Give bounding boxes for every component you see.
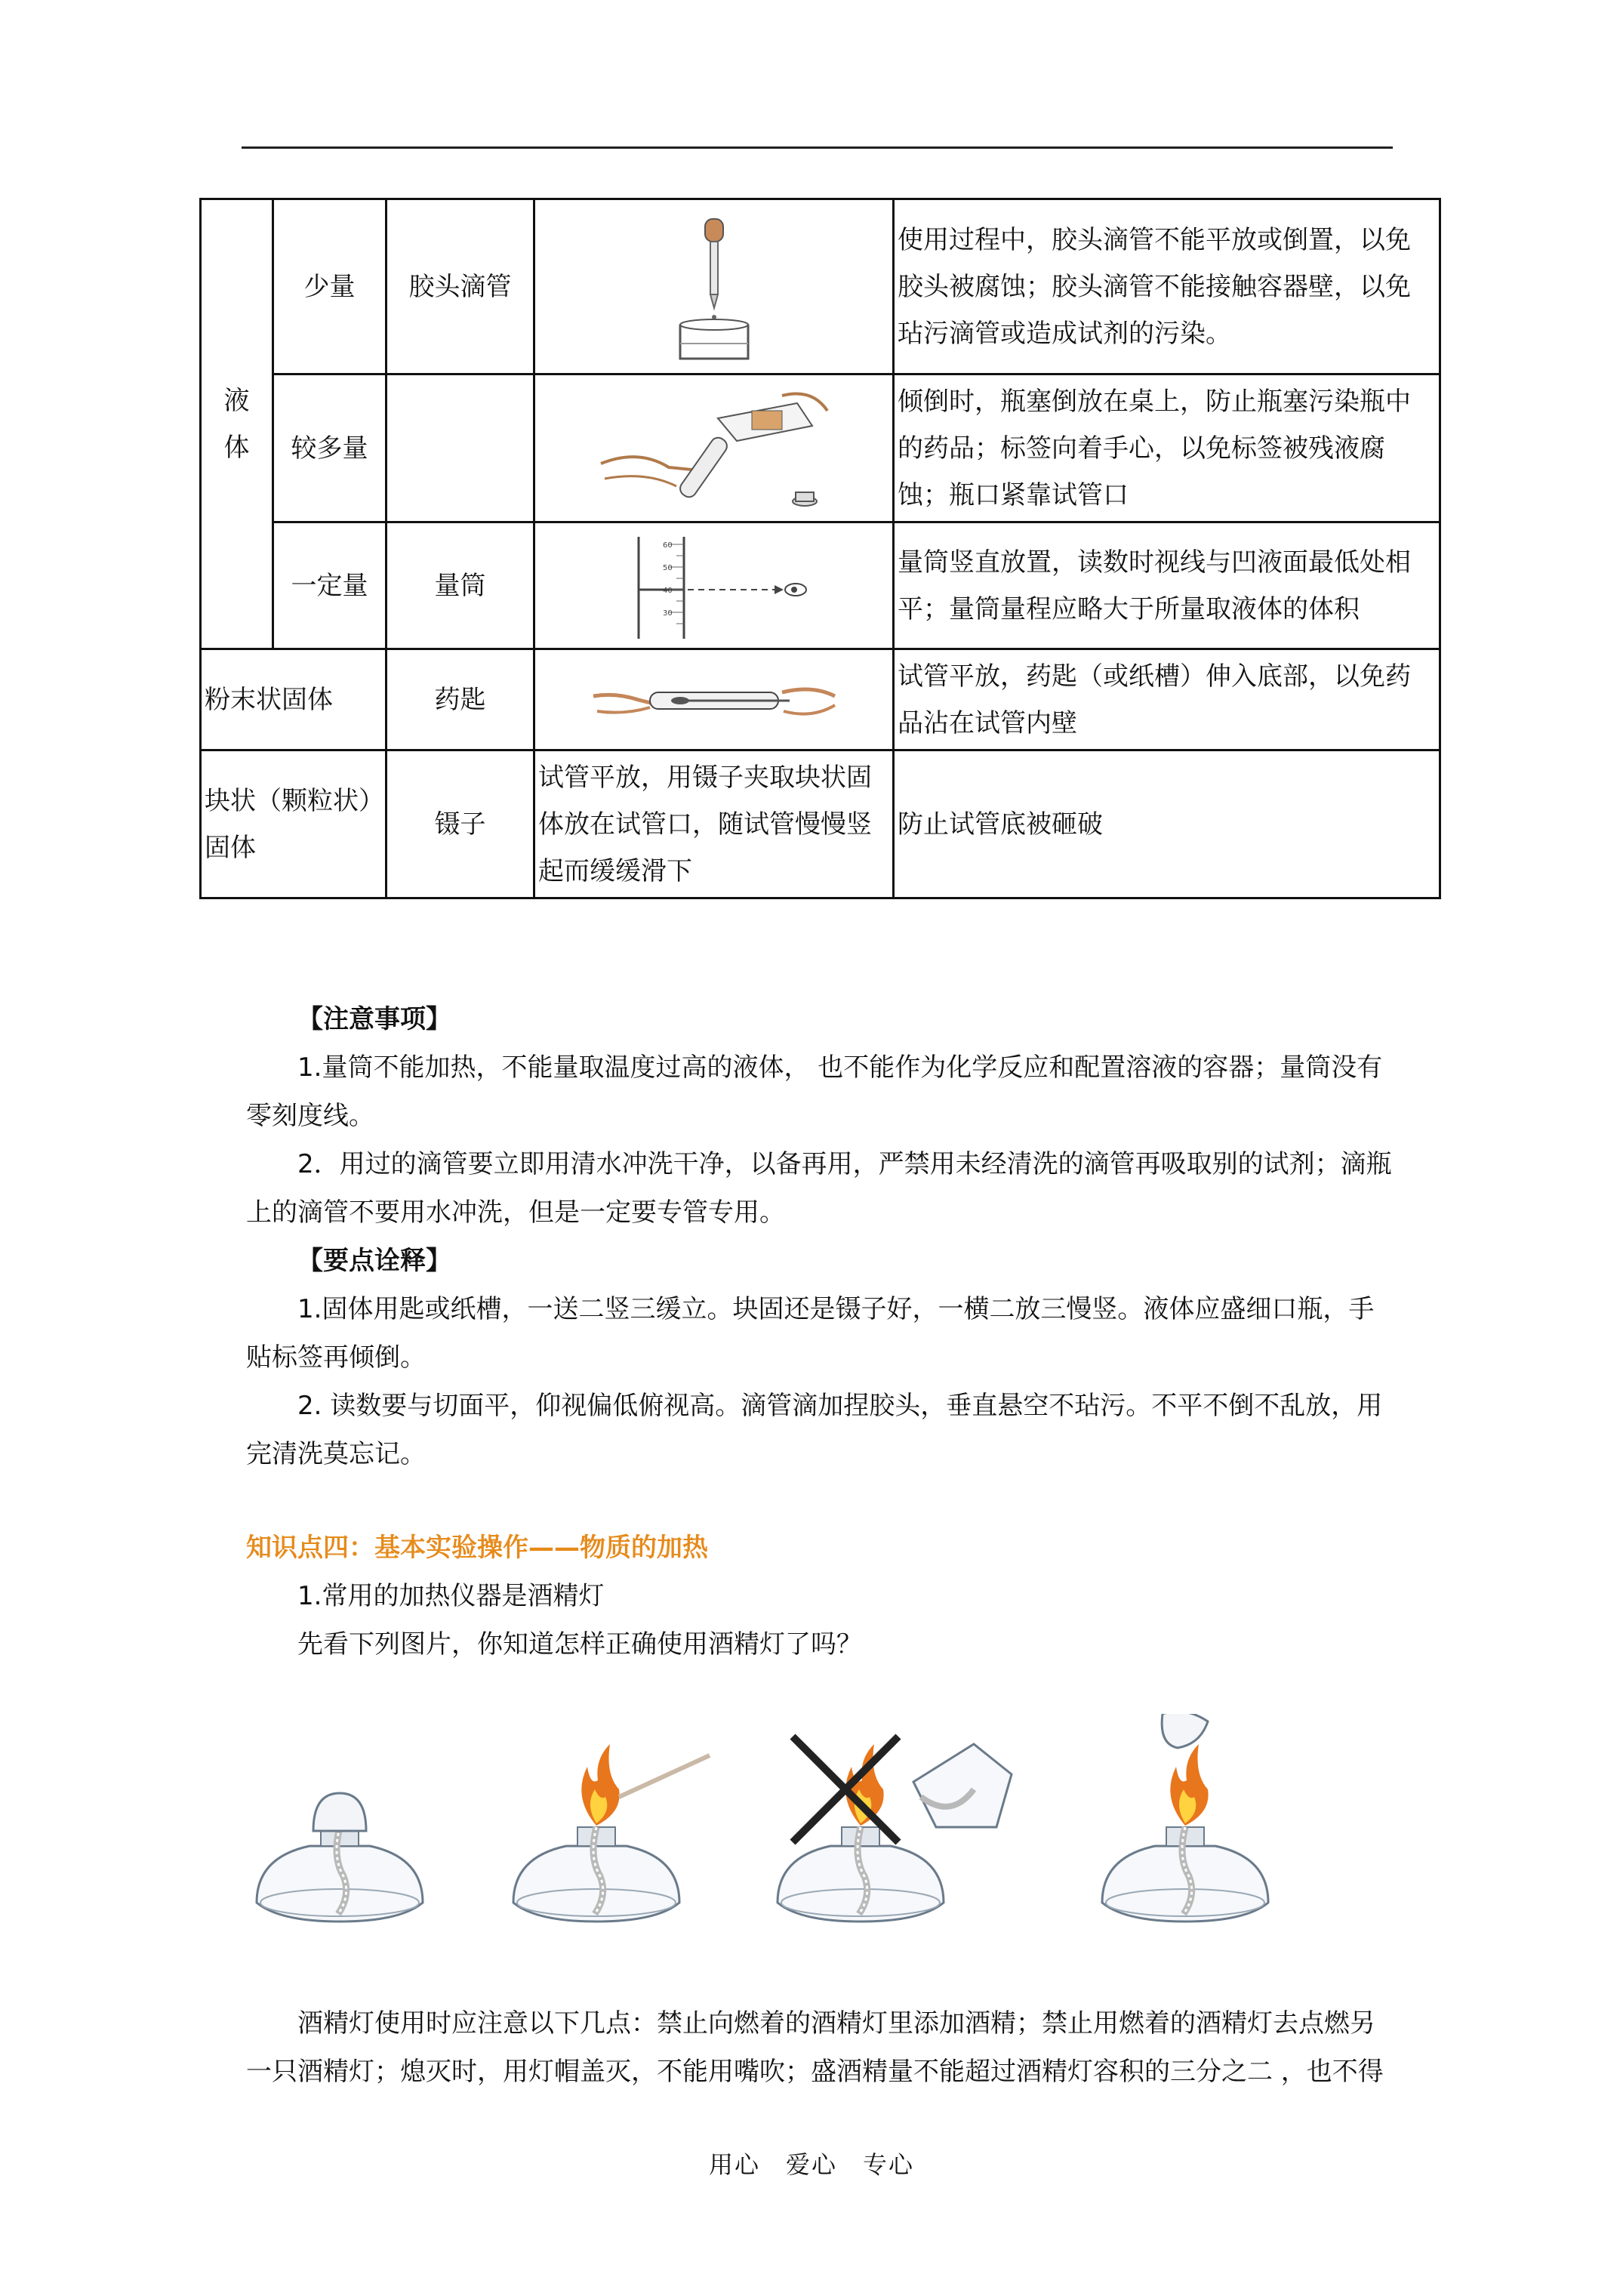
tool-cell: 量筒 [387, 522, 534, 649]
method-cell: 试管平放，用镊子夹取块状固体放在试管口，随试管慢慢竖起而缓缓滑下 [534, 750, 894, 898]
amount-cell: 较多量 [273, 374, 387, 522]
section4-line: 1.常用的加热仪器是酒精灯 [297, 1581, 605, 1611]
note-cell: 使用过程中，胶头滴管不能平放或倒置，以免胶头被腐蚀；胶头滴管不能接触容器壁，以免玷污滴管或造成试剂的污染。 [894, 199, 1440, 374]
notes-item: 1.量筒不能加热，不能量取温度过高的液体， 也不能作为化学反应和配置溶液的容器；量筒没有零刻度线。 [246, 1052, 1383, 1131]
table-row [201, 374, 1440, 522]
keypoints-heading: 【要点诠释】 [297, 1246, 451, 1276]
notes-heading: 【注意事项】 [297, 1004, 451, 1034]
reagent-handling-table [199, 198, 1441, 899]
spoon-illustration [534, 649, 894, 750]
tool-cell: 镊子 [387, 750, 534, 898]
table-row [201, 199, 1440, 374]
table-row [201, 649, 1440, 750]
lamp-cap-removed [1102, 1714, 1268, 1922]
scale-label: 30 [662, 609, 673, 618]
lamp-wrong-lighting [778, 1737, 1012, 1922]
group-cell: 液体 [201, 199, 273, 649]
note-cell: 倾倒时，瓶塞倒放在桌上，防止瓶塞污染瓶中的药品；标签向着手心，以免标签被残液腐蚀；瓶口紧靠试管口 [894, 374, 1440, 522]
note-cell: 防止试管底被砸破 [894, 750, 1440, 898]
kind-cell: 块状（颗粒状）固体 [201, 750, 387, 898]
table-row [201, 522, 1440, 649]
section4-paragraph-block [246, 1999, 1394, 2096]
section4-line: 先看下列图片，你知道怎样正确使用酒精灯了吗？ [297, 1629, 862, 1660]
table-row [201, 750, 1440, 898]
note-cell: 试管平放，药匙（或纸槽）伸入底部，以免药品沾在试管内壁 [894, 649, 1440, 750]
amount-cell: 少量 [273, 199, 387, 374]
section4-heading: 知识点四：基本实验操作——物质的加热 [246, 1533, 708, 1563]
tool-cell: 胶头滴管 [387, 199, 534, 374]
header-rule [242, 146, 1393, 149]
lamp-with-cap [257, 1793, 423, 1922]
scale-label: 50 [662, 563, 673, 572]
graduated-cylinder-illustration [534, 522, 894, 649]
note-cell: 量筒竖直放置，读数时视线与凹液面最低处相平；量筒量程应略大于所量取液体的体积 [894, 522, 1440, 649]
kind-cell: 粉末状固体 [201, 649, 387, 750]
amount-cell: 一定量 [273, 522, 387, 649]
keypoints-item: 1.固体用匙或纸槽，一送二竖三缓立。块固还是镊子好，一横二放三慢竖。液体应盛细口瓶，手贴标签再倾倒。 [246, 1294, 1375, 1373]
alcohol-lamp-illustration [249, 1714, 1366, 1971]
notes-item: 2．用过的滴管要立即用清水冲洗干净，以备再用，严禁用未经清洗的滴管再吸取别的试剂；滴瓶上的滴管不要用水冲洗，但是一定要专管专用。 [246, 1149, 1392, 1228]
tool-cell: 药匙 [387, 649, 534, 750]
scale-label: 40 [662, 586, 673, 595]
page-footer: 用心 爱心 专心 [708, 2150, 914, 2179]
keypoints-item: 2. 读数要与切面平，仰视偏低俯视高。滴管滴加捏胶头，垂直悬空不玷污。不平不倒不乱放，用完清洗莫忘记。 [246, 1391, 1383, 1469]
lamp-lit-with-match [513, 1744, 710, 1922]
section4-paragraph: 酒精灯使用时应注意以下几点：禁止向燃着的酒精灯里添加酒精；禁止用燃着的酒精灯去点燃另一只酒精灯；熄灭时，用灯帽盖灭，不能用嘴吹；盛酒精量不能超过酒精灯容积的三分之二 ，也不得 [246, 2008, 1384, 2087]
section4-intro [246, 1524, 1394, 1669]
scale-label: 60 [662, 541, 673, 550]
dropper-illustration [534, 199, 894, 374]
notes-section [246, 995, 1394, 1478]
pouring-illustration [534, 374, 894, 522]
tool-cell [387, 374, 534, 522]
